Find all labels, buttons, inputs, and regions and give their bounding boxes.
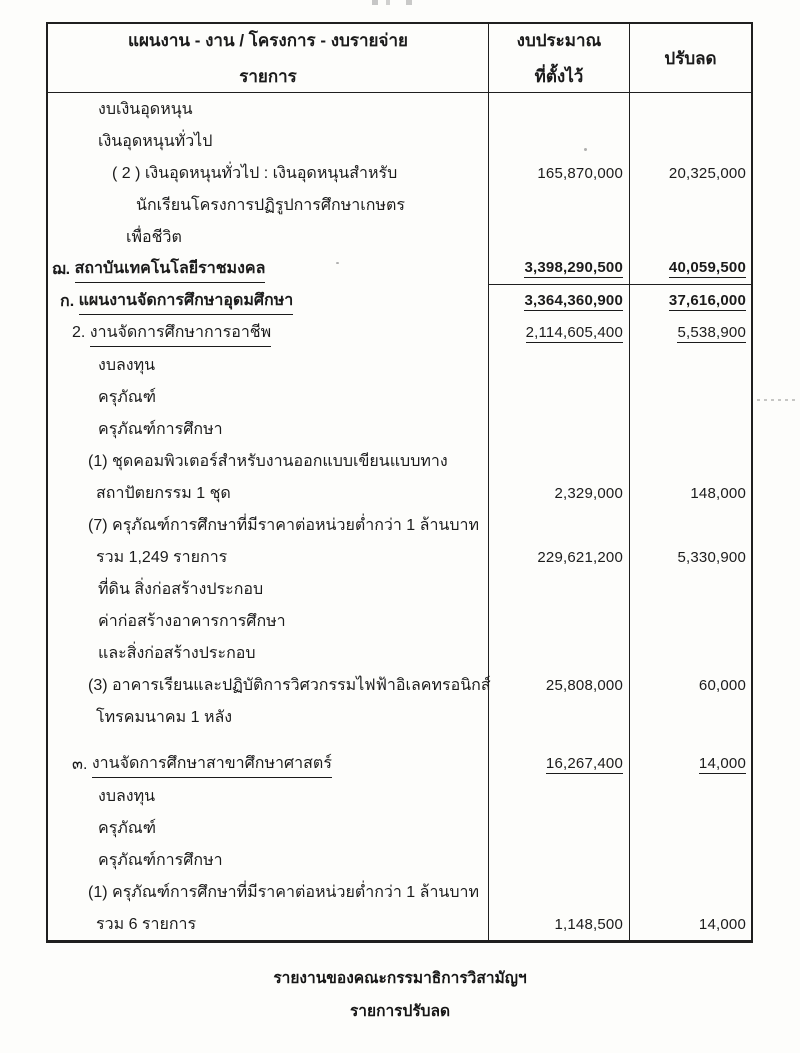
table-row (48, 669, 751, 701)
reduction-value: 5,330,900 (677, 548, 746, 566)
row-label-cell (48, 349, 489, 381)
row-label: ครุภัณฑ์ (98, 388, 156, 406)
table-row (48, 125, 751, 157)
row-label: งานจัดการศึกษาสาขาศึกษาศาสตร์ (92, 751, 332, 778)
row-label-prefix: ๓. (72, 755, 92, 773)
reduction-value: 20,325,000 (668, 164, 746, 182)
row-label: เพื่อชีวิต (126, 228, 182, 246)
table-row (48, 93, 751, 125)
page-footer (0, 962, 800, 1028)
reduction-cell (630, 477, 751, 509)
reduction-value: 37,616,000 (668, 291, 746, 309)
table-row (48, 445, 751, 477)
reduction-cell (630, 669, 751, 701)
reduction-cell (630, 317, 751, 349)
row-label: ( 2 ) เงินอุดหนุนทั่วไป : เงินอุดหนุนสำหรับ (112, 164, 398, 182)
table-body (48, 93, 751, 940)
table-row (48, 349, 751, 381)
row-label-cell (48, 381, 489, 413)
reduction-cell (630, 253, 751, 285)
table-row (48, 573, 751, 605)
reduction-value: 40,059,500 (668, 259, 746, 276)
budget-value: 165,870,000 (537, 164, 623, 182)
table-row (48, 733, 751, 748)
row-label-cell (48, 669, 489, 701)
reduction-cell (630, 876, 751, 908)
budget-value: 25,808,000 (545, 676, 623, 694)
reduction-cell (630, 748, 751, 780)
budget-cell (489, 157, 630, 189)
scan-artifact (372, 0, 424, 5)
table-row (48, 844, 751, 876)
budget-value: 3,364,360,900 (524, 291, 623, 309)
row-label: สถาบันเทคโนโลยีราชมงคล (75, 256, 266, 283)
row-label-cell (48, 189, 489, 221)
budget-cell (489, 189, 630, 221)
reduction-cell (630, 509, 751, 541)
row-label-cell (48, 541, 489, 573)
budget-cell (489, 125, 630, 157)
table-row (48, 876, 751, 908)
row-label: ครุภัณฑ์การศึกษา (98, 851, 223, 869)
budget-cell (489, 221, 630, 253)
budget-cell (489, 413, 630, 445)
reduction-cell (630, 701, 751, 733)
scan-speck (584, 148, 587, 151)
table-row (48, 812, 751, 844)
scan-dotted-artifact (757, 399, 797, 401)
row-label-cell (48, 253, 489, 285)
row-label: เงินอุดหนุนทั่วไป (98, 132, 213, 150)
row-label: โทรคมนาคม 1 หลัง (96, 708, 233, 726)
row-label-cell (48, 573, 489, 605)
row-label-cell (48, 844, 489, 876)
budget-cell (489, 509, 630, 541)
budget-cell (489, 445, 630, 477)
row-label: ครุภัณฑ์การศึกษา (98, 420, 223, 438)
row-label: ที่ดิน สิ่งก่อสร้างประกอบ (98, 580, 264, 598)
table-row (48, 541, 751, 573)
row-label: (3) อาคารเรียนและปฏิบัติการวิศวกรรมไฟฟ้าอิเลคทรอนิกส์ (88, 676, 491, 694)
row-label-cell (48, 908, 489, 940)
budget-value: 2,329,000 (554, 484, 623, 502)
row-label-cell (48, 509, 489, 541)
budget-value: 229,621,200 (537, 548, 623, 566)
table-row (48, 253, 751, 285)
footer-subtitle: รายการปรับลด (349, 1003, 451, 1020)
row-label-cell (48, 445, 489, 477)
table-row (48, 509, 751, 541)
row-label: และสิ่งก่อสร้างประกอบ (98, 644, 256, 662)
reduction-cell (630, 221, 751, 253)
row-label-cell (48, 477, 489, 509)
header-budget-line2: ที่ตั้งไว้ (534, 66, 584, 86)
table-row (48, 908, 751, 940)
budget-cell (489, 381, 630, 413)
budget-cell (489, 908, 630, 940)
reduction-cell (630, 93, 751, 125)
reduction-cell (630, 445, 751, 477)
budget-cell (489, 253, 630, 285)
budget-cell (489, 285, 630, 317)
header-cell-items (48, 24, 489, 92)
row-label-cell (48, 780, 489, 812)
reduction-cell (630, 733, 751, 748)
row-label-cell (48, 125, 489, 157)
budget-value: 3,398,290,500 (524, 259, 623, 276)
budget-value: 2,114,605,400 (525, 323, 623, 341)
row-label-cell (48, 221, 489, 253)
row-label-cell (48, 157, 489, 189)
table-row (48, 189, 751, 221)
row-label-cell (48, 637, 489, 669)
budget-cell (489, 669, 630, 701)
budget-cell (489, 605, 630, 637)
budget-cell (489, 733, 630, 748)
header-budget-line1: งบประมาณ (516, 30, 602, 50)
budget-cell (489, 876, 630, 908)
table-row (48, 413, 751, 445)
row-label-prefix: 2. (72, 324, 90, 341)
budget-table (46, 22, 753, 943)
budget-value: 16,267,400 (545, 754, 623, 772)
reduction-cell (630, 541, 751, 573)
row-label: (7) ครุภัณฑ์การศึกษาที่มีราคาต่อหน่วยต่ำกว่า 1 ล้านบาท (88, 516, 480, 534)
reduction-value: 5,538,900 (677, 323, 746, 341)
reduction-cell (630, 908, 751, 940)
table-row (48, 285, 751, 317)
row-label-prefix: ฌ. (52, 260, 75, 278)
budget-cell (489, 349, 630, 381)
row-label-cell (48, 701, 489, 733)
reduction-cell (630, 381, 751, 413)
header-reduction-label: ปรับลด (664, 48, 717, 68)
row-label: งานจัดการศึกษาการอาชีพ (90, 320, 271, 347)
reduction-cell (630, 157, 751, 189)
budget-cell (489, 93, 630, 125)
row-label-cell (48, 413, 489, 445)
row-label-cell (48, 317, 489, 349)
budget-cell (489, 780, 630, 812)
row-label: สถาปัตยกรรม 1 ชุด (96, 484, 231, 502)
reduction-cell (630, 605, 751, 637)
reduction-cell (630, 125, 751, 157)
row-label-cell (48, 733, 489, 748)
table-row (48, 221, 751, 253)
reduction-value: 14,000 (698, 915, 746, 933)
reduction-value: 14,000 (698, 754, 746, 772)
budget-cell (489, 637, 630, 669)
budget-cell (489, 701, 630, 733)
row-label: รวม 6 รายการ (96, 915, 197, 933)
row-label-cell (48, 93, 489, 125)
row-label: งบลงทุน (98, 356, 156, 374)
budget-cell (489, 573, 630, 605)
table-row (48, 780, 751, 812)
row-label-cell (48, 748, 489, 780)
header-cell-reduction (630, 24, 751, 92)
reduction-cell (630, 413, 751, 445)
table-row (48, 637, 751, 669)
table-row (48, 157, 751, 189)
row-label: (1) ชุดคอมพิวเตอร์สำหรับงานออกแบบเขียนแบบทาง (88, 452, 448, 470)
header-cell-budget (489, 24, 630, 92)
row-label-cell (48, 812, 489, 844)
reduction-cell (630, 812, 751, 844)
reduction-cell (630, 573, 751, 605)
table-row (48, 701, 751, 733)
budget-cell (489, 541, 630, 573)
reduction-value: 148,000 (690, 484, 746, 502)
header-items-line2: รายการ (239, 66, 297, 86)
footer-report-title: รายงานของคณะกรรมาธิการวิสามัญฯ (273, 970, 527, 987)
table-row (48, 605, 751, 637)
row-label: นักเรียนโครงการปฏิรูปการศึกษาเกษตร (136, 196, 405, 214)
row-label-prefix: ก. (60, 292, 79, 310)
table-row (48, 381, 751, 413)
header-items-line1: แผนงาน - งาน / โครงการ - งบรายจ่าย (128, 30, 408, 50)
budget-cell (489, 317, 630, 349)
table-row (48, 477, 751, 509)
row-label: (1) ครุภัณฑ์การศึกษาที่มีราคาต่อหน่วยต่ำกว่า 1 ล้านบาท (88, 883, 480, 901)
row-label-cell (48, 605, 489, 637)
table-row (48, 748, 751, 780)
reduction-cell (630, 637, 751, 669)
budget-value: 1,148,500 (554, 915, 623, 933)
budget-cell (489, 748, 630, 780)
reduction-cell (630, 844, 751, 876)
row-label: แผนงานจัดการศึกษาอุดมศึกษา (79, 288, 294, 315)
table-header-row (48, 24, 751, 93)
reduction-cell (630, 349, 751, 381)
row-label: งบลงทุน (98, 787, 156, 805)
row-label: รวม 1,249 รายการ (96, 548, 228, 566)
reduction-value: 60,000 (698, 676, 746, 694)
budget-cell (489, 812, 630, 844)
row-label-cell (48, 285, 489, 317)
reduction-cell (630, 780, 751, 812)
row-label: ค่าก่อสร้างอาคารการศึกษา (98, 612, 286, 630)
row-label: ครุภัณฑ์ (98, 819, 156, 837)
table-row (48, 317, 751, 349)
budget-cell (489, 844, 630, 876)
scan-speck (336, 262, 339, 264)
row-label: งบเงินอุดหนุน (98, 100, 193, 118)
budget-cell (489, 477, 630, 509)
reduction-cell (630, 285, 751, 317)
reduction-cell (630, 189, 751, 221)
row-label-cell (48, 876, 489, 908)
